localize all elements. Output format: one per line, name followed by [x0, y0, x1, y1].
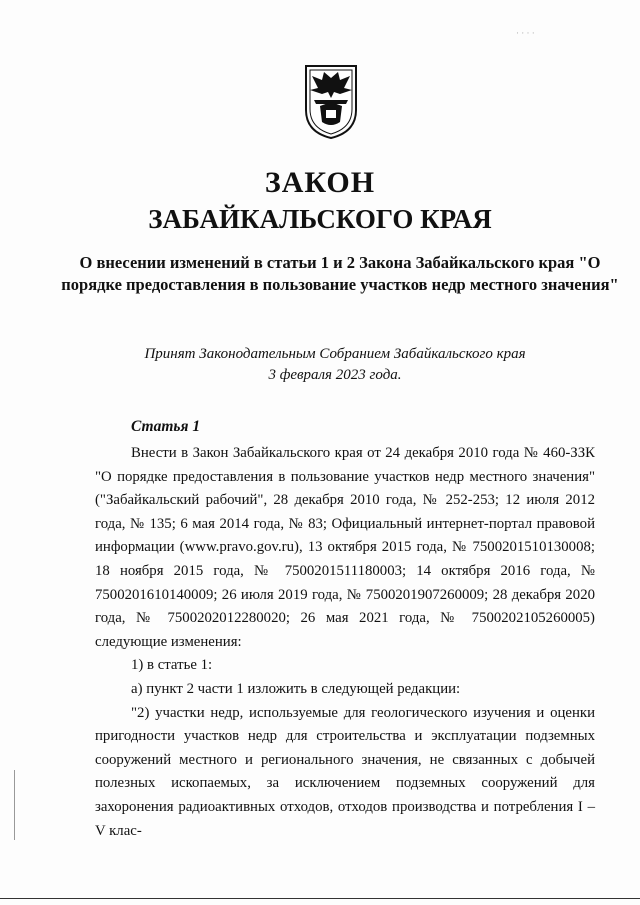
article-heading: Статья 1: [131, 418, 201, 435]
adoption-note-date: 3 февраля 2023 года.: [268, 367, 402, 383]
list-item: а) пункт 2 части 1 изложить в следующей редакции:: [131, 680, 461, 697]
article-intro-paragraph: Внести в Закон Забайкальского края от 24 декабря 2010 года № 460-ЗЗК "О порядке предоставления в пользование участков недр местного значения" ("Забайкальский рабочий", 28 декабря 2010 года, № 252-253; 12 июля 2012 года, № 135; 6 мая 2014 года, № 83; Официальный интернет-портал правовой информации (www.pravo.gov.ru), 13 октября 2015 года, № 7500201510130008; 18 ноября 2015 года, № 7500201511180003; 14 октября 2016 года, № 7500201610140009; 26 июля 2019 года, № 7500201907260009; 28 декабря 2020 года, № 7500202012280020; 26 мая 2021 года, № 7500202105260005) следующие изменения:: [95, 445, 595, 650]
document-title-region: ЗАБАЙКАЛЬСКОГО КРАЯ: [148, 204, 492, 234]
quoted-paragraph: "2) участки недр, используемые для геологического изучения и оценки пригодности участков недр для строительства и эксплуатации подземных сооружений местного и регионального значения, не связанных с добычей полезных ископаемых, за исключением подземных сооружений для захоронения радиоактивных отходов, отходов производства и потребления I – V клас-: [95, 704, 595, 839]
scan-edge-line: [0, 898, 640, 899]
adoption-note-line1: Принят Законодательным Собранием Забайкальского края: [144, 346, 526, 362]
scan-noise: · · · ·: [516, 28, 535, 38]
document-subtitle: О внесении изменений в статьи 1 и 2 Закона Забайкальского края "О порядке предоставления в пользование участков недр местного значения": [61, 253, 619, 294]
document-title: ЗАКОН: [264, 166, 376, 199]
list-item: 1) в статье 1:: [131, 657, 213, 674]
adoption-note: [70, 344, 600, 386]
article-body: [95, 442, 595, 843]
coat-of-arms-emblem: [300, 62, 362, 140]
scan-margin-line: [14, 770, 15, 840]
